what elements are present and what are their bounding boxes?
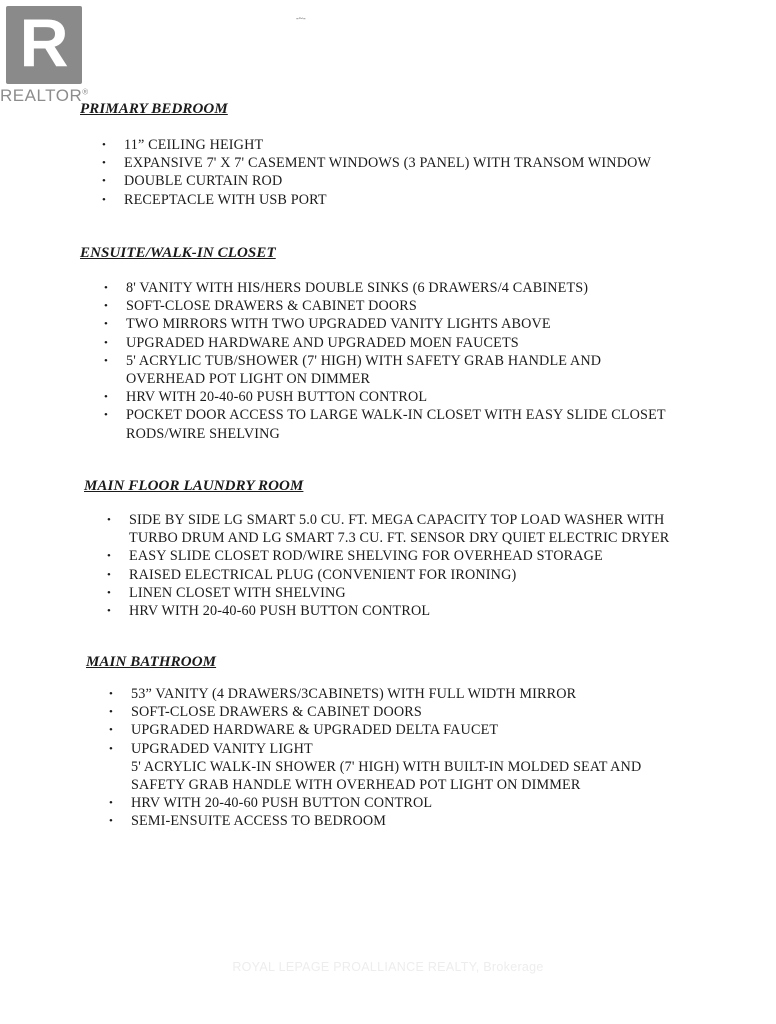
item-text: RODS/WIRE SHELVING [126,425,280,442]
list-item [109,721,641,739]
list-item [104,406,666,424]
item-text: SAFETY GRAB HANDLE WITH OVERHEAD POT LIGHT ON DIMMER [131,777,581,794]
bullet-icon: • [107,605,112,618]
list-item-continuation [131,758,641,776]
bullet-icon: • [102,139,107,151]
list-item [107,602,669,620]
brokerage-watermark: ROYAL LEPAGE PROALLIANCE REALTY, Brokerage [232,960,544,974]
list-item [104,315,666,333]
main-bathroom-list [109,685,642,831]
item-text: 11” CEILING HEIGHT [124,137,264,153]
item-text: TWO MIRRORS WITH TWO UPGRADED VANITY LIGHTS ABOVE [126,316,551,333]
list-item [107,566,669,584]
realtor-logo-letter: R [19,5,69,81]
bullet-icon: • [104,318,109,331]
item-text: UPGRADED VANITY LIGHT [131,740,313,757]
list-item-continuation [126,425,666,443]
list-item [102,172,651,190]
bullet-icon: • [104,354,109,367]
list-item-continuation [131,776,641,794]
list-item [109,812,641,830]
primary-bedroom-list [102,136,652,209]
item-text: HRV WITH 20-40-60 PUSH BUTTON CONTROL [126,389,428,406]
bullet-icon: • [102,175,107,188]
bullet-icon: • [107,586,112,599]
list-item [104,334,666,352]
list-item [109,794,641,812]
ensuite-list [104,279,666,443]
list-item-continuation [129,529,669,547]
list-item [104,279,666,297]
bullet-icon: • [107,514,112,526]
bullet-icon: • [104,409,109,422]
item-text: EASY SLIDE CLOSET ROD/WIRE SHELVING FOR OVERHEAD STORAGE [129,548,603,565]
realtor-wordmark: REALTOR [0,86,83,105]
section-main-floor-laundry [84,478,303,495]
item-text: SOFT-CLOSE DRAWERS & CABINET DOORS [131,704,422,721]
section-ensuite-walk-in-closet [80,245,276,262]
realtor-logo-word [0,86,89,106]
item-text: OVERHEAD POT LIGHT ON DIMMER [126,371,371,388]
bullet-icon: • [109,815,114,828]
list-item [102,154,652,172]
section-heading: MAIN BATHROOM [86,654,217,670]
bullet-icon: • [104,300,109,313]
item-text: UPGRADED HARDWARE AND UPGRADED MOEN FAUCETS [126,334,519,351]
list-item-continuation [126,370,666,388]
list-item [104,388,666,406]
item-text: TURBO DRUM AND LG SMART 7.3 CU. FT. SENSOR DRY QUIET ELECTRIC DRYER [129,530,670,547]
registered-mark: ® [82,87,89,97]
bullet-icon: • [109,797,114,810]
item-text: 5' ACRYLIC WALK-IN SHOWER (7' HIGH) WITH BUILT-IN MOLDED SEAT AND [131,758,642,775]
list-item [109,685,641,703]
list-item [107,511,669,529]
list-item [109,740,641,758]
item-text: EXPANSIVE 7' X 7' CASEMENT WINDOWS (3 PANEL) WITH TRANSOM WINDOW [124,155,652,172]
bullet-icon: • [107,550,112,563]
section-heading: MAIN FLOOR LAUNDRY ROOM [84,478,304,494]
item-text: 5' ACRYLIC TUB/SHOWER (7' HIGH) WITH SAFETY GRAB HANDLE AND [126,352,602,369]
list-item [107,584,669,602]
section-heading: PRIMARY BEDROOM [80,101,228,117]
section-primary-bedroom [80,101,228,118]
item-text: RECEPTACLE WITH USB PORT [124,191,327,208]
realtor-logo [0,0,92,110]
laundry-list [107,511,670,620]
list-item [102,191,651,209]
bullet-icon: • [104,336,109,349]
item-text: SEMI-ENSUITE ACCESS TO BEDROOM [131,813,387,830]
bullet-icon: • [102,157,107,170]
bullet-icon: • [104,391,109,404]
bullet-icon: • [109,724,114,737]
item-text: 53” VANITY (4 DRAWERS/3CABINETS) WITH FULL WIDTH MIRROR [131,686,577,702]
item-text: HRV WITH 20-40-60 PUSH BUTTON CONTROL [131,795,433,812]
item-text: DOUBLE CURTAIN ROD [124,173,283,190]
scan-mark: -~- [296,14,306,23]
list-item [104,297,666,315]
item-text: HRV WITH 20-40-60 PUSH BUTTON CONTROL [129,603,431,620]
bullet-icon: • [104,282,109,294]
item-text: LINEN CLOSET WITH SHELVING [129,584,346,601]
list-item [102,136,651,154]
bullet-icon: • [109,706,114,719]
bullet-icon: • [107,568,112,581]
item-text: POCKET DOOR ACCESS TO LARGE WALK-IN CLOSET WITH EASY SLIDE CLOSET [126,407,666,424]
item-text: SOFT-CLOSE DRAWERS & CABINET DOORS [126,298,417,315]
list-item [104,352,666,370]
bullet-icon: • [102,193,107,206]
bullet-icon: • [109,688,114,700]
item-text: SIDE BY SIDE LG SMART 5.0 CU. FT. MEGA CAPACITY TOP LOAD WASHER WITH [129,512,665,528]
section-heading: ENSUITE/WALK-IN CLOSET [80,245,276,261]
section-main-bathroom [86,654,216,671]
list-item [107,547,669,565]
item-text: 8' VANITY WITH HIS/HERS DOUBLE SINKS (6 DRAWERS/4 CABINETS) [126,280,589,296]
item-text: UPGRADED HARDWARE & UPGRADED DELTA FAUCET [131,722,499,739]
list-item [109,703,641,721]
bullet-icon: • [109,742,114,755]
item-text: RAISED ELECTRICAL PLUG (CONVENIENT FOR IRONING) [129,566,517,583]
